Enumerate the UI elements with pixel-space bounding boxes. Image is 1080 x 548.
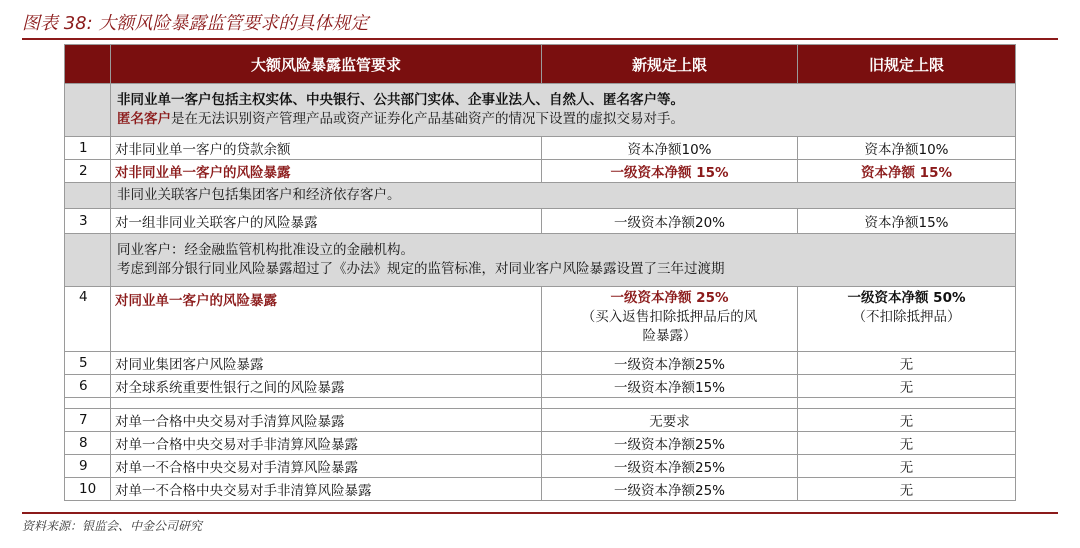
old-limit-value: 一级资本净额 50%: [847, 290, 966, 306]
spacer-cell: [798, 398, 1016, 409]
row-number: 7: [65, 409, 111, 432]
note-line-2: [117, 110, 1009, 129]
row-new-limit: 无要求: [542, 409, 798, 432]
anon-rest: 是在无法识别资产管理产品或资产证券化产品基础资产的情况下设置的虚拟交易对手。: [171, 111, 684, 127]
row-new-limit: 一级资本净额 15%: [542, 160, 798, 183]
table-row: [65, 160, 1016, 183]
bottom-rule: [22, 512, 1058, 514]
note-line-1: 同业客户：经金融监管机构批准设立的金融机构。: [117, 242, 414, 258]
row-new-limit: 一级资本净额25%: [542, 455, 798, 478]
table-row: [65, 432, 1016, 455]
note-text: [111, 84, 1016, 137]
header-requirement: 大额风险暴露监管要求: [111, 45, 542, 84]
note-spacer: [65, 84, 111, 137]
row-number: 9: [65, 455, 111, 478]
header-number: [65, 45, 111, 84]
regulation-table: [64, 44, 1016, 501]
note-spacer: [65, 234, 111, 287]
row-new-limit: 一级资本净额15%: [542, 375, 798, 398]
row-old-limit: 无: [798, 455, 1016, 478]
table-row: [65, 209, 1016, 234]
row-number: 2: [65, 160, 111, 183]
note-interbank: [65, 234, 1016, 287]
spacer-cell: [65, 398, 111, 409]
table-row: [65, 478, 1016, 501]
note-line-2: 考虑到部分银行同业风险暴露超过了《办法》规定的监管标准，对同业客户风险暴露设置了三年过渡期: [117, 261, 725, 277]
figure-title: 图表 38: 大额风险暴露监管要求的具体规定: [22, 13, 369, 34]
row-requirement: 对单一合格中央交易对手清算风险暴露: [111, 409, 542, 432]
note-text: 非同业关联客户包括集团客户和经济依存客户。: [111, 183, 1016, 209]
row-number: 10: [65, 478, 111, 501]
row-new-limit: 一级资本净额25%: [542, 478, 798, 501]
row-old-limit: 无: [798, 375, 1016, 398]
row-new-limit: 一级资本净额20%: [542, 209, 798, 234]
top-rule: [22, 38, 1058, 40]
header-new-limit: 新规定上限: [542, 45, 798, 84]
row-requirement: 对同业集团客户风险暴露: [111, 352, 542, 375]
table-row: [65, 375, 1016, 398]
row-requirement: 对单一不合格中央交易对手非清算风险暴露: [111, 478, 542, 501]
note-line-1: 非同业单一客户包括主权实体、中央银行、公共部门实体、企事业法人、自然人、匿名客户等。: [117, 92, 684, 108]
row-requirement: 对单一合格中央交易对手非清算风险暴露: [111, 432, 542, 455]
table-row: [65, 455, 1016, 478]
row-new-limit: 一级资本净额25%: [542, 352, 798, 375]
row-new-limit: [542, 287, 798, 352]
note-related: [65, 183, 1016, 209]
row-number: 8: [65, 432, 111, 455]
row-old-limit: [798, 287, 1016, 352]
row-requirement: 对非同业单一客户的贷款余额: [111, 137, 542, 160]
row-requirement: 对单一不合格中央交易对手清算风险暴露: [111, 455, 542, 478]
row-requirement: 对非同业单一客户的风险暴露: [111, 160, 542, 183]
row-number: 1: [65, 137, 111, 160]
row-new-limit: 资本净额10%: [542, 137, 798, 160]
new-limit-note-2: 险暴露）: [642, 328, 697, 344]
row-old-limit: 资本净额15%: [798, 209, 1016, 234]
row-old-limit: 无: [798, 352, 1016, 375]
table-row: [65, 409, 1016, 432]
row-old-limit: 无: [798, 409, 1016, 432]
row-number: 5: [65, 352, 111, 375]
row-requirement: 对全球系统重要性银行之间的风险暴露: [111, 375, 542, 398]
spacer-row: [65, 398, 1016, 409]
header-row: [65, 45, 1016, 84]
note-non-interbank: [65, 84, 1016, 137]
row-old-limit: 无: [798, 432, 1016, 455]
new-limit-value: 一级资本净额 25%: [610, 290, 729, 306]
table-row: [65, 137, 1016, 160]
row-old-limit: 无: [798, 478, 1016, 501]
anon-term: 匿名客户: [117, 111, 171, 127]
row-number: 4: [65, 287, 111, 352]
spacer-cell: [542, 398, 798, 409]
spacer-cell: [111, 398, 542, 409]
row-old-limit: 资本净额 15%: [798, 160, 1016, 183]
row-number: 3: [65, 209, 111, 234]
note-spacer: [65, 183, 111, 209]
source-note: 资料来源：银监会、中金公司研究: [22, 519, 203, 533]
table-row: [65, 287, 1016, 352]
row-number: 6: [65, 375, 111, 398]
row-old-limit: 资本净额10%: [798, 137, 1016, 160]
row-requirement: 对同业单一客户的风险暴露: [111, 287, 542, 352]
header-old-limit: 旧规定上限: [798, 45, 1016, 84]
note-text: [111, 234, 1016, 287]
row-new-limit: 一级资本净额25%: [542, 432, 798, 455]
old-limit-note: （不扣除抵押品）: [852, 309, 961, 325]
new-limit-note-1: （买入返售扣除抵押品后的风: [581, 309, 758, 325]
row-requirement: 对一组非同业关联客户的风险暴露: [111, 209, 542, 234]
table-row: [65, 352, 1016, 375]
